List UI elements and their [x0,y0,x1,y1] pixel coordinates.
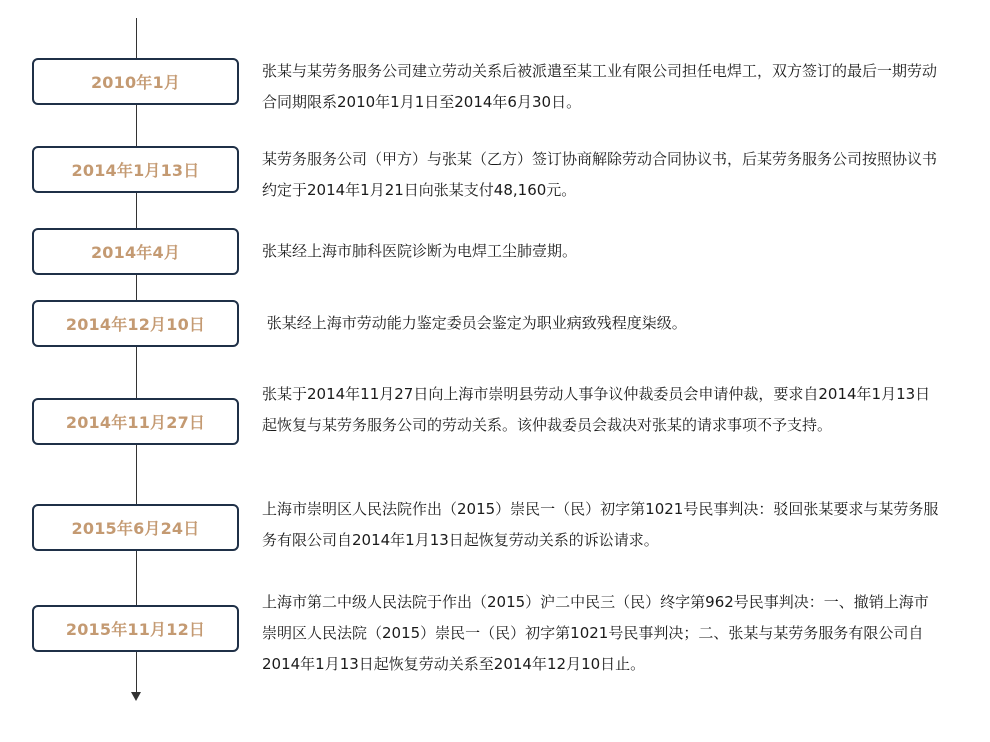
timeline-date-label: 2014年12月10日 [65,315,206,334]
timeline-date-label: 2010年1月 [90,73,181,92]
timeline-event-text: 张某经上海市肺科医院诊断为电焊工尘肺壹期。 [262,242,578,260]
arrow-down-icon [131,692,141,701]
timeline-date-box [32,605,239,652]
timeline-date-box [32,398,239,445]
timeline-date-label: 2014年1月13日 [71,161,200,180]
timeline-date-label: 2015年11月12日 [65,620,206,639]
timeline-event-text: 某劳务服务公司（甲方）与张某（乙方）签订协商解除劳动合同协议书，后某劳务服务公司按照协议书约定于2014年1月21日向张某支付48,160元。 [262,150,938,199]
timeline-event-text: 上海市第二中级人民法院于作出（2015）沪二中民三（民）终字第962号民事判决：一、撤销上海市崇明区人民法院（2015）崇民一（民）初字第1021号民事判决；二、张某与某劳务服务有限公司自2014年1月13日起恢复劳动关系至2014年12月10日止。 [262,593,929,673]
timeline-date-box [32,300,239,347]
timeline-date-label: 2015年6月24日 [71,519,200,538]
timeline-axis [136,18,137,692]
timeline-event-text: 张某与某劳务服务公司建立劳动关系后被派遣至某工业有限公司担任电焊工，双方签订的最后一期劳动合同期限系2010年1月1日至2014年6月30日。 [262,62,938,111]
timeline-event-text: 张某经上海市劳动能力鉴定委员会鉴定为职业病致残程度柒级。 [262,314,687,332]
timeline-date-label: 2014年11月27日 [65,413,206,432]
timeline-event-text: 上海市崇明区人民法院作出（2015）崇民一（民）初字第1021号民事判决：驳回张某要求与某劳务服务有限公司自2014年1月13日起恢复劳动关系的诉讼请求。 [262,500,939,549]
timeline-event-text: 张某于2014年11月27日向上海市崇明县劳动人事争议仲裁委员会申请仲裁，要求自2014年1月13日起恢复与某劳务服务公司的劳动关系。该仲裁委员会裁决对张某的请求事项不予支持。 [262,385,931,434]
timeline-date-box [32,504,239,551]
timeline-date-label: 2014年4月 [90,243,181,262]
timeline-date-box [32,146,239,193]
timeline-date-box [32,58,239,105]
timeline-date-box [32,228,239,275]
